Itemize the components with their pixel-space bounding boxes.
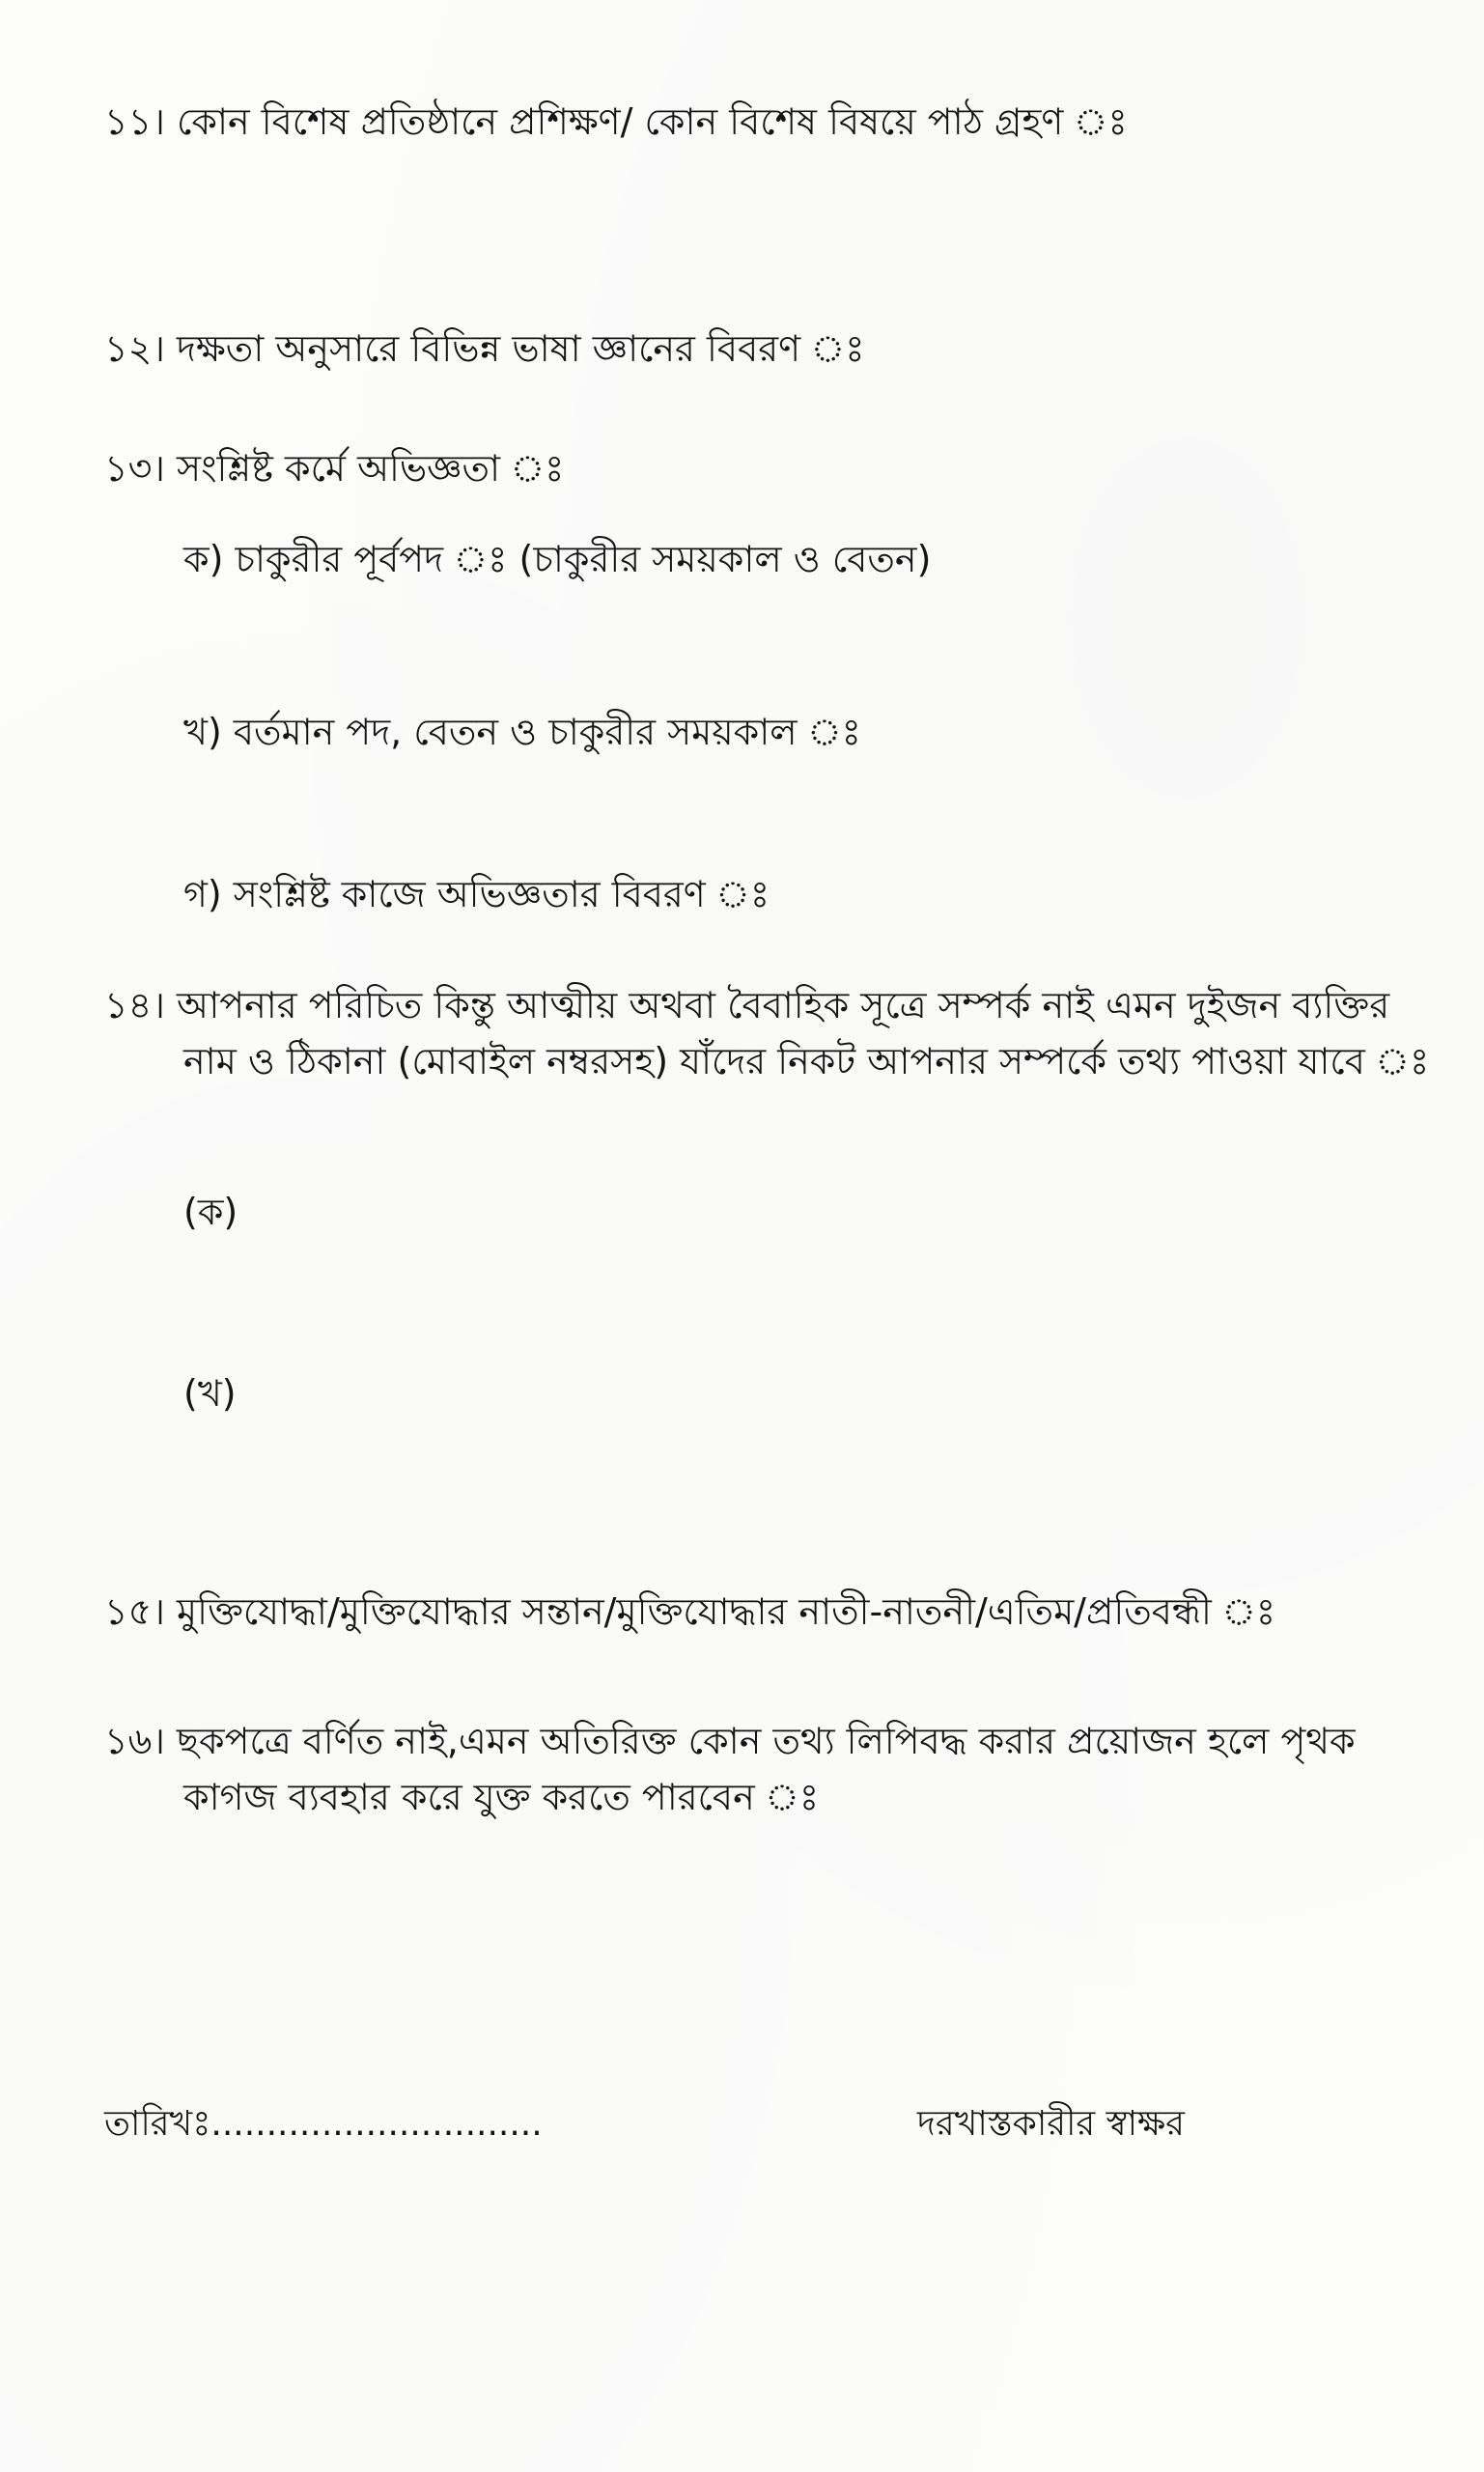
item-16-additional-info-line2: কাগজ ব্যবহার করে যুক্ত করতে পারবেন ঃ	[183, 1776, 820, 1818]
item-13-experience-heading: ১৩। সংশ্লিষ্ট কর্মে অভিজ্ঞতা ঃ	[104, 447, 565, 490]
item-14-references-line2: নাম ও ঠিকানা (মোবাইল নম্বরসহ) যাঁদের নিকট আপনার সম্পর্কে তথ্য পাওয়া যাবে ঃ	[183, 1040, 1430, 1082]
date-field: তারিখঃ..............................	[104, 2104, 543, 2144]
item-14-reference-kha: (খ)	[183, 1372, 237, 1415]
item-13b-current-post: খ) বর্তমান পদ, বেতন ও চাকুরীর সময়কাল ঃ	[183, 711, 861, 753]
item-12-language-skills: ১২। দক্ষতা অনুসারে বিভিন্ন ভাষা জ্ঞানের বিবরণ ঃ	[104, 327, 865, 370]
item-14-references-line1: ১৪। আপনার পরিচিত কিন্তু আত্মীয় অথবা বৈবাহিক সূত্রে সম্পর্ক নাই এমন দুইজন ব্যক্তির	[104, 984, 1390, 1026]
item-11-training: ১১। কোন বিশেষ প্রতিষ্ঠানে প্রশিক্ষণ/ কোন বিশেষ বিষয়ে পাঠ গ্রহণ ঃ	[104, 100, 1128, 143]
item-13a-previous-post: ক) চাকুরীর পূর্বপদ ঃ (চাকুরীর সময়কাল ও বেতন)	[183, 538, 932, 580]
item-15-quota-status: ১৫। মুক্তিযোদ্ধা/মুক্তিযোদ্ধার সন্তান/মুক্তিযোদ্ধার নাতী-নাতনী/এতিম/প্রতিবন্ধী ঃ	[104, 1590, 1276, 1633]
applicant-signature-label: দরখাস্তকারীর স্বাক্ষর	[917, 2104, 1185, 2144]
item-13c-experience-details: গ) সংশ্লিষ্ট কাজে অভিজ্ঞতার বিবরণ ঃ	[183, 873, 770, 915]
item-16-additional-info-line1: ১৬। ছকপত্রে বর্ণিত নাই,এমন অতিরিক্ত কোন তথ্য লিপিবদ্ধ করার প্রয়োজন হলে পৃথক	[104, 1720, 1356, 1762]
item-14-reference-ka: (ক)	[183, 1191, 238, 1233]
